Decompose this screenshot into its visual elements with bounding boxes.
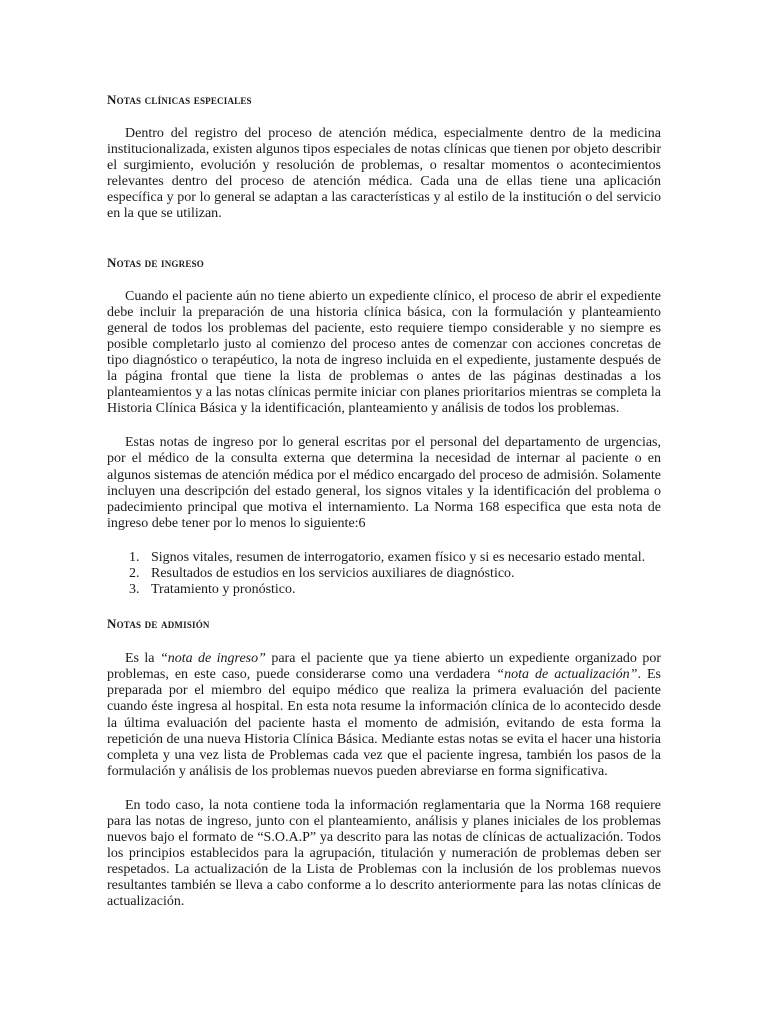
list-item-number: 2. (129, 565, 140, 581)
list-item (129, 550, 661, 566)
list-item (129, 566, 661, 582)
list-item-text: Signos vitales, resumen de interrogatorio, examen físico y si es necesario estado mental. (151, 549, 646, 565)
section-heading-notas-clinicas-especiales: Notas clínicas especiales (107, 92, 252, 107)
text-run: para el paciente que ya tiene abierto un expediente organizado por problemas, en este caso, puede considerarse como una verdadera (107, 651, 662, 683)
text-run: . Es preparada por el miembro del equipo médico que realiza la primera evaluación del paciente cuando éste ingresa al hospital. En esta nota resume la información clínica de lo acontecido desde la última evaluación del paciente hasta el momento de admisión, evitando de esta forma la repetición de una nueva Historia Clínica Básica. Mediante estas notas se evita el hacer una historia completa y una vez lista de Problemas cada vez que el paciente ingresa, también los pasos de la formulación y análisis de los problemas nuevos pueden abreviarse en forma significativa. (107, 667, 661, 779)
section-heading-notas-de-ingreso: Notas de ingreso (107, 254, 204, 270)
list-item (129, 582, 661, 598)
list-item-number: 1. (129, 549, 140, 565)
paragraph-ingreso-2: Estas notas de ingreso por lo general escritas por el personal del departamento de urgencias, por el médico de la consulta externa que determina la necesidad de internar al paciente o en algunos sistemas de atención médica por el médico encargado del proceso de admisión. Solamente incluyen una descripción del estado general, los signos vitales y la identificación del problema o padecimiento principal que motiva el internamiento. La Norma 168 especifica que esta nota de ingreso debe tener por lo menos lo siguiente:6 (107, 435, 661, 531)
section-heading-notas-de-admision: Notas de admisión (107, 616, 210, 632)
italic-quote-nota-de-actualizacion: “nota de actualización” (496, 667, 638, 683)
list-item-text: Tratamiento y pronóstico. (151, 582, 296, 598)
paragraph-admision-2: En todo caso, la nota contiene toda la información reglamentaria que la Norma 168 requiere para las notas de ingreso, junto con el planteamiento, análisis y planes iniciales de los problemas nuevos bajo el formato de “S.O.A.P” ya descrito para las notas de clínicas de actualización. Todos los principios establecidos para la agrupación, titulación y numeración de problemas deben ser respetados. La actualización de la Lista de Problemas con la inclusión de los problemas nuevos resultantes también se lleva a cabo conforme a lo descrito anteriormente para las notas clínicas de actualización. (107, 797, 661, 910)
list-item-number: 3. (129, 582, 140, 598)
paragraph-admision-1 (107, 651, 661, 780)
text-run: Es la (125, 651, 160, 667)
list-item-text: Resultados de estudios en los servicios auxiliares de diagnóstico. (151, 565, 515, 581)
requirements-list (107, 550, 661, 598)
paragraph-intro: Dentro del registro del proceso de atención médica, especialmente dentro de la medicina institucionalizada, existen algunos tipos especiales de notas clínicas que tienen por objeto describir el surgimiento, evolución y resolución de problemas, o resaltar momentos o acontecimientos relevantes dentro del proceso de atención médica. Cada una de ellas tiene una aplicación específica y por lo general se adaptan a las características y al estilo de la institución o del servicio en la que se utilizan. (107, 126, 662, 222)
italic-quote-nota-de-ingreso: “nota de ingreso” (159, 651, 266, 667)
paragraph-ingreso-1: Cuando el paciente aún no tiene abierto un expediente clínico, el proceso de abrir el expediente debe incluir la preparación de una historia clínica básica, con la formulación y planteamiento general de todos los problemas del paciente, esto requiere tiempo considerable y no siempre es posible completarlo justo al comienzo del proceso antes de comenzar con acciones concretas de tipo diagnóstico o terapéutico, la nota de ingreso incluida en el expediente, justamente después de la página frontal que tiene la lista de problemas o antes de las páginas destinadas a los planteamientos y a las notas clínicas permite iniciar con planes prioritarios mientras se completa la Historia Clínica Básica y la identificación, planteamiento y análisis de todos los problemas. (107, 288, 661, 417)
